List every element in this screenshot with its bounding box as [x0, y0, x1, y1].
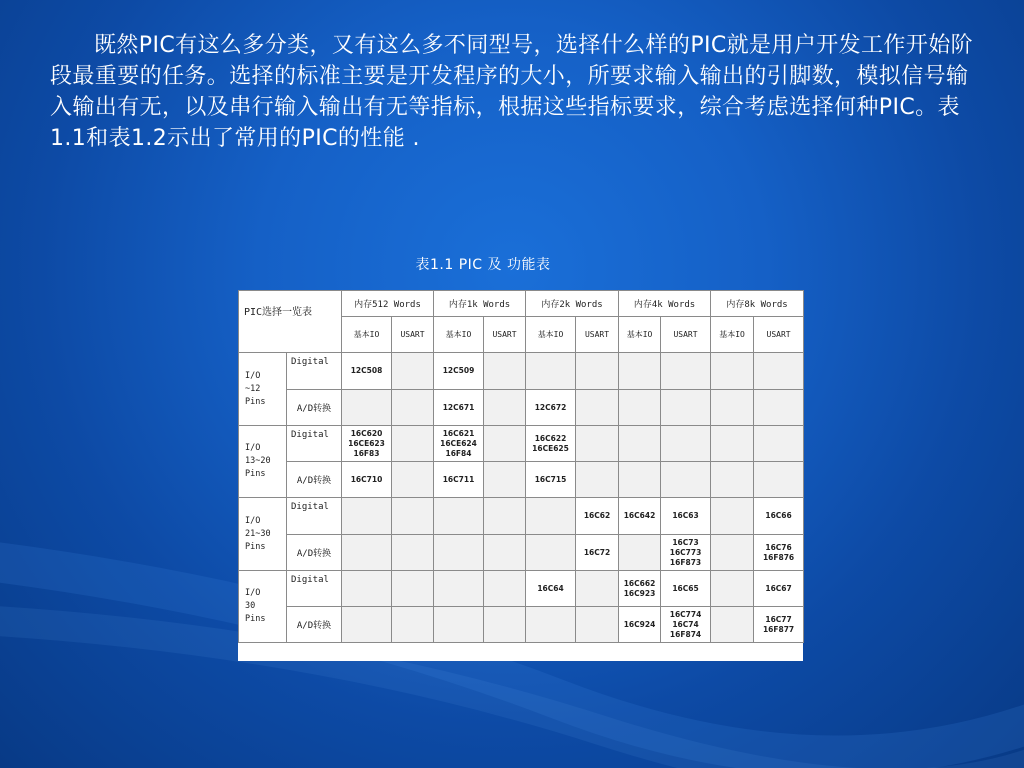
table-caption: 表1.1 PIC 及 功能表: [415, 257, 551, 273]
pic-selection-table-panel: [238, 290, 803, 661]
table-cell: 16C65: [661, 571, 711, 607]
sub-header-usart: USART: [661, 317, 711, 353]
table-cell: [711, 535, 754, 571]
sub-header-basic-io: 基本IO: [342, 317, 392, 353]
table-cell: [392, 462, 434, 498]
table-cell: 12C671: [434, 390, 484, 426]
row-type-digital: Digital: [287, 571, 342, 607]
table-cell: 16C62: [576, 498, 619, 535]
sub-header-basic-io: 基本IO: [711, 317, 754, 353]
table-cell: [576, 571, 619, 607]
table-cell: 16C774 16C74 16F874: [661, 607, 711, 643]
row-type-ad-conversion: A/D转换: [287, 390, 342, 426]
table-row: [239, 571, 804, 607]
table-cell: 12C672: [526, 390, 576, 426]
pin-count-label: I/O 13~20 Pins: [239, 426, 287, 498]
table-cell: 16C622 16CE625: [526, 426, 576, 462]
table-cell: [392, 426, 434, 462]
table-row: [239, 426, 804, 462]
table-cell: [526, 353, 576, 390]
table-cell: [392, 498, 434, 535]
table-cell: 16C63: [661, 498, 711, 535]
row-type-ad-conversion: A/D转换: [287, 607, 342, 643]
table-cell: [392, 571, 434, 607]
table-row: [239, 535, 804, 571]
table-cell: 16C64: [526, 571, 576, 607]
table-cell: [576, 390, 619, 426]
table-cell: [619, 353, 661, 390]
table-cell: [754, 426, 804, 462]
sub-header-basic-io: 基本IO: [619, 317, 661, 353]
sub-header-basic-io: 基本IO: [526, 317, 576, 353]
table-cell: 16C66: [754, 498, 804, 535]
row-type-ad-conversion: A/D转换: [287, 535, 342, 571]
table-cell: 16C642: [619, 498, 661, 535]
table-cell: 16C73 16C773 16F873: [661, 535, 711, 571]
table-cell: [754, 462, 804, 498]
row-type-ad-conversion: A/D转换: [287, 462, 342, 498]
table-cell: 16C662 16C923: [619, 571, 661, 607]
table-cell: [434, 607, 484, 643]
table-cell: [342, 390, 392, 426]
table-row: [239, 390, 804, 426]
table-cell: [484, 535, 526, 571]
sub-header-usart: USART: [576, 317, 619, 353]
table-cell: 16C924: [619, 607, 661, 643]
memory-header-512: 内存512 Words: [342, 291, 434, 317]
table-cell: 16C76 16F876: [754, 535, 804, 571]
table-cell: [484, 353, 526, 390]
table-cell: 16C67: [754, 571, 804, 607]
pin-count-label: I/O ~12 Pins: [239, 353, 287, 426]
table-cell: [342, 607, 392, 643]
memory-header-2k: 内存2k Words: [526, 291, 619, 317]
table-cell: [526, 535, 576, 571]
table-row: [239, 607, 804, 643]
table-cell: [526, 498, 576, 535]
table-cell: [711, 462, 754, 498]
table-cell: [484, 390, 526, 426]
table-cell: [392, 607, 434, 643]
table-cell: [661, 353, 711, 390]
table-cell: [711, 607, 754, 643]
table-cell: 16C715: [526, 462, 576, 498]
table-cell: [661, 462, 711, 498]
table-cell: 16C77 16F877: [754, 607, 804, 643]
table-cell: 16C620 16CE623 16F83: [342, 426, 392, 462]
table-cell: [484, 571, 526, 607]
table-cell: [484, 607, 526, 643]
table-cell: [484, 498, 526, 535]
table-cell: [619, 426, 661, 462]
sub-header-usart: USART: [392, 317, 434, 353]
sub-header-usart: USART: [754, 317, 804, 353]
table-cell: [711, 426, 754, 462]
table-cell: [526, 607, 576, 643]
pin-count-label: I/O 21~30 Pins: [239, 498, 287, 571]
row-type-digital: Digital: [287, 426, 342, 462]
table-cell: [711, 498, 754, 535]
table-cell: [711, 390, 754, 426]
table-row: [239, 353, 804, 390]
table-cell: [619, 535, 661, 571]
table-cell: 16C710: [342, 462, 392, 498]
table-cell: 16C72: [576, 535, 619, 571]
table-cell: [619, 390, 661, 426]
memory-header-1k: 内存1k Words: [434, 291, 526, 317]
table-cell: [576, 607, 619, 643]
pic-selection-table: [238, 290, 804, 643]
sub-header-usart: USART: [484, 317, 526, 353]
table-cell: 16C711: [434, 462, 484, 498]
table-cell: [754, 390, 804, 426]
table-cell: [484, 462, 526, 498]
row-type-digital: Digital: [287, 353, 342, 390]
table-cell: [392, 535, 434, 571]
table-cell: 12C508: [342, 353, 392, 390]
table-cell: [434, 498, 484, 535]
table-cell: [342, 571, 392, 607]
table-cell: [661, 390, 711, 426]
table-cell: 16C621 16CE624 16F84: [434, 426, 484, 462]
table-cell: 12C509: [434, 353, 484, 390]
table-row: [239, 498, 804, 535]
table-corner-label: PIC选择一览表: [239, 291, 342, 353]
table-cell: [434, 571, 484, 607]
table-cell: [392, 353, 434, 390]
sub-header-basic-io: 基本IO: [434, 317, 484, 353]
intro-paragraph: 既然PIC有这么多分类，又有这么多不同型号，选择什么样的PIC就是用户开发工作开始阶段最重要的任务。选择的标准主要是开发程序的大小，所要求输入输出的引脚数，模拟信号输入输出有无，以及串行输入输出有无等指标，根据这些指标要求，综合考虑选择何种PIC。表1.1和表1.2示出了常用的PIC的性能 .: [50, 33, 974, 151]
table-cell: [392, 390, 434, 426]
table-cell: [576, 426, 619, 462]
memory-header-8k: 内存8k Words: [711, 291, 804, 317]
table-cell: [619, 462, 661, 498]
memory-header-4k: 内存4k Words: [619, 291, 711, 317]
table-cell: [711, 571, 754, 607]
table-cell: [754, 353, 804, 390]
table-cell: [661, 426, 711, 462]
table-cell: [434, 535, 484, 571]
table-cell: [711, 353, 754, 390]
pin-count-label: I/O 30 Pins: [239, 571, 287, 643]
table-cell: [576, 353, 619, 390]
table-row: [239, 462, 804, 498]
table-cell: [342, 535, 392, 571]
table-cell: [342, 498, 392, 535]
table-cell: [576, 462, 619, 498]
row-type-digital: Digital: [287, 498, 342, 535]
table-cell: [484, 426, 526, 462]
